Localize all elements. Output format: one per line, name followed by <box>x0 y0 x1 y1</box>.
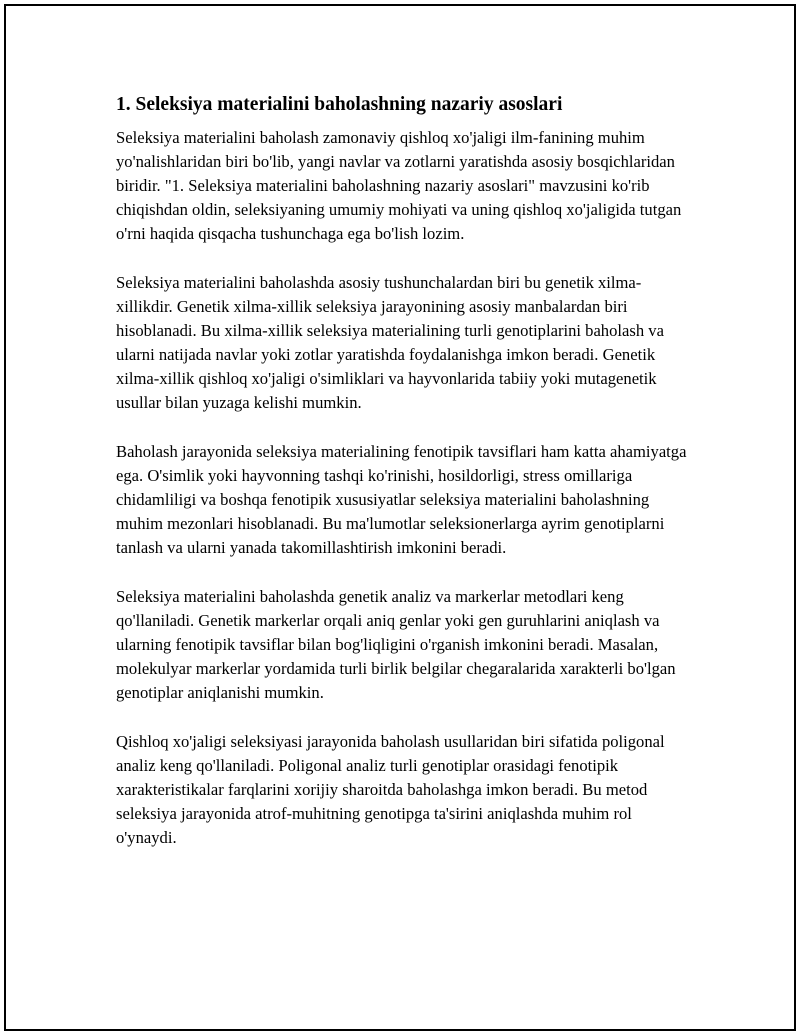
paragraph-genetic-diversity: Seleksiya materialini baholashda asosiy tushunchalardan biri bu genetik xilma-xillikdir. Genetik xilma-xillik seleksiya jarayonining asosiy manbalardan biri hisoblanadi. Bu xilma-xillik seleksiya materialining turli genotiplarini baholash va ularni natijada navlar yoki zotlar yaratishda foydalanishga imkon beradi. Genetik xilma-xillik qishloq xo'jaligi o'simliklari va hayvonlarida tabiiy yoki mutagenetik usullar bilan yuzaga kelishi mumkin. <box>116 273 664 412</box>
section-heading: 1. Seleksiya materialini baholashning nazariy asoslari <box>116 94 563 115</box>
document-body <box>116 92 688 875</box>
paragraph-intro: Seleksiya materialini baholash zamonaviy qishloq xo'jaligi ilm-fanining muhim yo'nalishlaridan biri bo'lib, yangi navlar va zotlarni yaratishda asosiy bosqichlaridan biridir. "1. Seleksiya materialini baholashning nazariy asoslari" mavzusini ko'rib chiqishdan oldin, seleksiyaning umumiy mohiyati va uning qishloq xo'jaligida tutgan o'rni haqida qisqacha tushunchaga ega bo'lish lozim. <box>116 128 682 243</box>
paragraph-phenotypic-traits: Baholash jarayonida seleksiya materialining fenotipik tavsiflari ham katta ahamiyatga ega. O'simlik yoki hayvonning tashqi ko'rinishi, hosildorligi, stress omillariga chidamliligi va boshqa fenotipik xususiyatlar seleksiya materialini baholashning muhim mezonlari hisoblanadi. Bu ma'lumotlar seleksionerlarga ayrim genotiplarni tanlash va ularni yanada takomillashtirish imkonini beradi. <box>116 442 687 557</box>
paragraph-genetic-markers: Seleksiya materialini baholashda genetik analiz va markerlar metodlari keng qo'llaniladi. Genetik markerlar orqali aniq genlar yoki gen guruhlarini aniqlash va ularning fenotipik tavsiflar bilan bog'liqligini o'rganish imkonini beradi. Masalan, molekulyar markerlar yordamida turli birlik belgilar chegaralarida xarakterli bo'lgan genotiplar aniqlanishi mumkin. <box>116 587 676 702</box>
paragraph-polygonal-analysis: Qishloq xo'jaligi seleksiyasi jarayonida baholash usullaridan biri sifatida poligonal analiz keng qo'llaniladi. Poligonal analiz turli genotiplar orasidagi fenotipik xarakteristikalar farqlarini xorijiy sharoitda baholashga imkon beradi. Bu metod seleksiya jarayonida atrof-muhitning genotipga ta'sirini aniqlashda muhim rol o'ynaydi. <box>116 732 665 847</box>
